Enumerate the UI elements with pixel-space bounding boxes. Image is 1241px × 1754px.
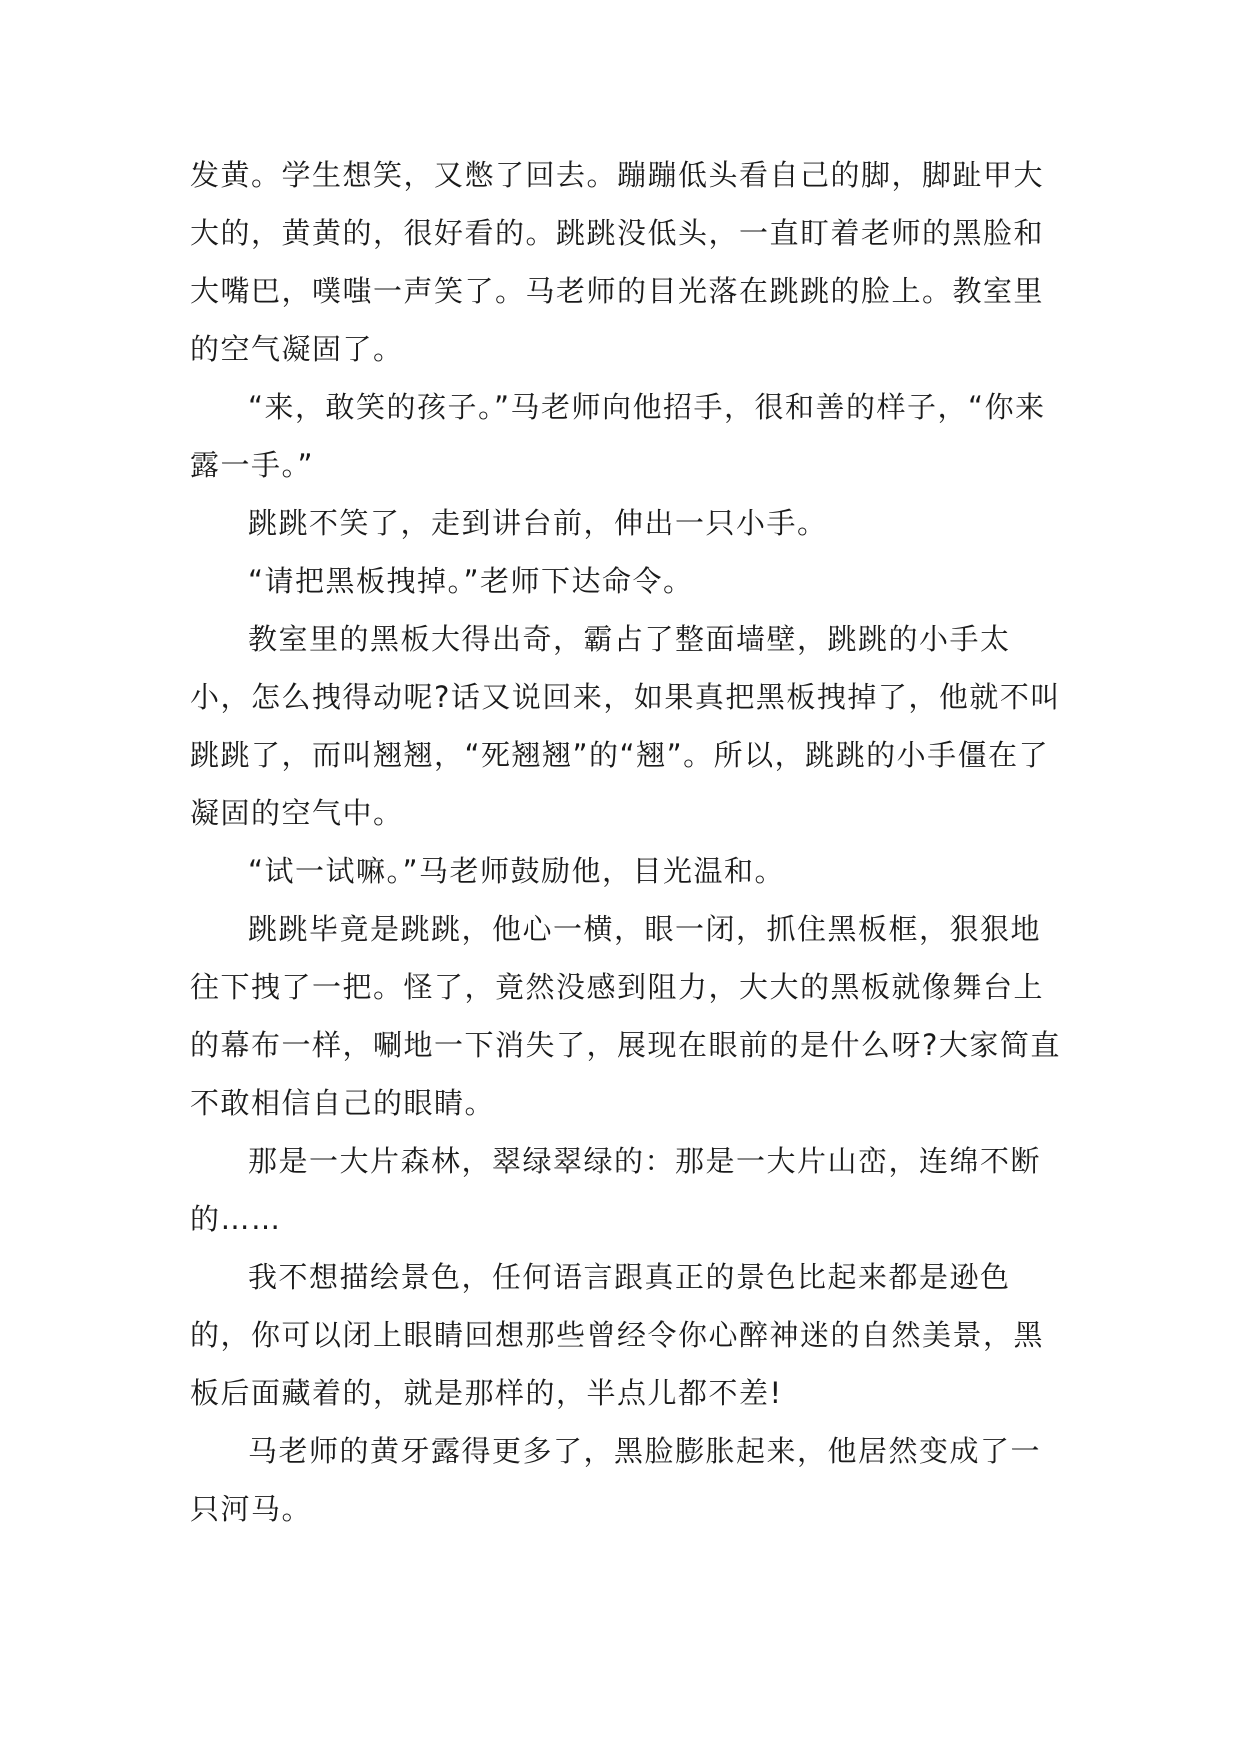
story-text xyxy=(190,146,1070,1538)
paragraph-10: 马老师的黄牙露得更多了，黑脸膨胀起来，他居然变成了一只河马。 xyxy=(190,1434,1042,1526)
paragraph-7: 跳跳毕竟是跳跳，他心一横，眼一闭，抓住黑板框，狠狠地往下拽了一把。怪了，竟然没感到阻力，大大的黑板就像舞台上的幕布一样，唰地一下消失了，展现在眼前的是什么呀?大家简直不敢相信自己的眼睛。 xyxy=(190,912,1061,1120)
paragraph-1: 发黄。学生想笑，又憋了回去。蹦蹦低头看自己的脚，脚趾甲大大的，黄黄的，很好看的。跳跳没低头，一直盯着老师的黑脸和大嘴巴，噗嗤一声笑了。马老师的目光落在跳跳的脸上。教室里的空气凝固了。 xyxy=(190,158,1045,366)
paragraph-9: 我不想描绘景色，任何语言跟真正的景色比起来都是逊色的，你可以闭上眼睛回想那些曾经令你心醉神迷的自然美景，黑板后面藏着的，就是那样的，半点儿都不差! xyxy=(190,1260,1045,1410)
paragraph-5: 教室里的黑板大得出奇，霸占了整面墙壁，跳跳的小手太小，怎么拽得动呢?话又说回来，如果真把黑板拽掉了，他就不叫跳跳了，而叫翘翘，“死翘翘”的“翘”。所以，跳跳的小手僵在了凝固的空气中。 xyxy=(190,622,1061,830)
paragraph-2: “来，敢笑的孩子。”马老师向他招手，很和善的样子，“你来露一手。” xyxy=(190,390,1046,482)
paragraph-4: “请把黑板拽掉。”老师下达命令。 xyxy=(248,564,694,598)
paragraph-8: 那是一大片森林，翠绿翠绿的：那是一大片山峦，连绵不断的…… xyxy=(190,1144,1042,1236)
paragraph-6: “试一试嘛。”马老师鼓励他，目光温和。 xyxy=(248,854,786,888)
paragraph-3: 跳跳不笑了，走到讲台前，伸出一只小手。 xyxy=(248,506,828,540)
